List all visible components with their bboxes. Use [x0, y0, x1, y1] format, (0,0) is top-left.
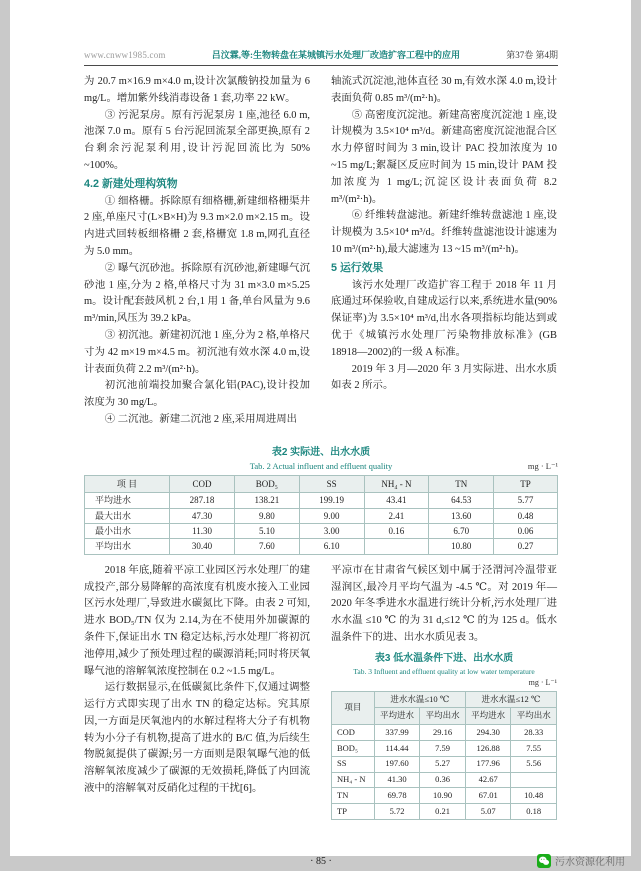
table-cell: 67.01 [465, 788, 511, 804]
table-cell: 114.44 [374, 741, 420, 757]
row-label-cell: TP [332, 804, 375, 820]
table-row [85, 539, 558, 554]
row-label-cell: 最大出水 [85, 508, 170, 523]
wechat-footer [537, 853, 625, 868]
table-cell: 0.21 [420, 804, 466, 820]
table-cell: 64.53 [429, 493, 494, 508]
row-label-cell: SS [332, 756, 375, 772]
paragraph: ⑤ 高密度沉淀池。新建高密度沉淀池 1 座,设计规模为 3.5×10⁴ m³/d。新建高密度沉淀池混合区水力停留时间为 3 min,设计 PAC 投加浓度为 10 ~15 mg/L;絮凝区反应时间为 15 min,设计 PAM 投加浓度为 1 mg/L;沉淀区设计表面负荷 8.2 m³/(m²·h)。 [331, 109, 557, 205]
table-header-cell: 平均进水 [374, 708, 420, 725]
table-cell: 294.30 [465, 725, 511, 741]
table-header-cell: 项 目 [85, 476, 170, 493]
right-column-top [331, 74, 557, 442]
table3-unit: mg · L⁻¹ [528, 677, 557, 687]
table-header-cell: TP [494, 476, 558, 493]
table-cell: 5.72 [374, 804, 420, 820]
table-row [332, 804, 557, 820]
paragraph: 为 20.7 m×16.9 m×4.0 m,设计次氯酸钠投加量为 6 mg/L。增加紫外线消毒设备 1 套,功率 22 kW。 [84, 76, 310, 104]
table-cell: 7.60 [234, 539, 299, 554]
table2-header-row [85, 476, 558, 493]
table-cell [364, 539, 429, 554]
table-cell: 5.56 [511, 756, 557, 772]
table-cell: 10.90 [420, 788, 466, 804]
table-cell: 10.48 [511, 788, 557, 804]
table-cell [511, 772, 557, 788]
table-cell: 0.27 [494, 539, 558, 554]
table-cell: 9.80 [234, 508, 299, 523]
running-title: 吕汶霖,等:生物转盘在某城镇污水处理厂改造扩容工程中的应用 [211, 50, 461, 60]
wechat-icon [537, 854, 551, 868]
paragraph: 轴流式沉淀池,池体直径 30 m,有效水深 4.0 m,设计表面负荷 0.85 m³/(m²·h)。 [331, 76, 557, 104]
table-cell: 30.40 [170, 539, 235, 554]
journal-website: www.cnww1985.com [84, 50, 166, 60]
table-row [85, 524, 558, 539]
table-cell: 5.07 [465, 804, 511, 820]
upper-text-columns [84, 74, 558, 442]
table-row [332, 788, 557, 804]
paragraph: ① 细格栅。拆除原有细格栅,新建细格栅渠井 2 座,单座尺寸(L×B×H)为 9.3 m×2.0 m×2.15 m。设内进式回转板细格栅 2 套,格栅宽 1.8 m,网孔直径为 5.0 mm。 [84, 195, 310, 257]
table2-title-en-row [84, 460, 558, 472]
table-cell: 7.55 [511, 741, 557, 757]
wechat-label: 污水资源化利用 [555, 857, 625, 868]
table-cell: 41.30 [374, 772, 420, 788]
paragraph: ② 曝气沉砂池。拆除原有沉砂池,新建曝气沉砂池 1 座,分为 2 格,单格尺寸为 31 m×3.0 m×5.25 m。设计配套鼓风机 2 台,1 用 1 备,单台风量为 9.6 m³/min,风压为 39.2 kPa。 [84, 262, 310, 325]
table-cell: 42.67 [465, 772, 511, 788]
table-row [332, 772, 557, 788]
table-cell: 199.19 [299, 493, 364, 508]
table-cell: 6.70 [429, 524, 494, 539]
table3-header-row-1 [332, 691, 557, 708]
table2 [84, 475, 558, 555]
left-column-bottom [84, 563, 310, 851]
table-cell: 5.77 [494, 493, 558, 508]
paragraph: 2019 年 3 月—2020 年 3 月实际进、出水水质如表 2 所示。 [331, 363, 557, 392]
row-label-cell: COD [332, 725, 375, 741]
table-cell: 0.16 [364, 524, 429, 539]
table-cell: 47.30 [170, 508, 235, 523]
table-cell: 11.30 [170, 524, 235, 539]
table-cell: 0.36 [420, 772, 466, 788]
table-cell: 9.00 [299, 508, 364, 523]
table-row [332, 741, 557, 757]
table-cell: 43.41 [364, 493, 429, 508]
page-number: · 85 · [310, 855, 332, 867]
table-header-cell: NH₄ - N [364, 476, 429, 493]
table-header-cell: 平均进水 [465, 708, 511, 725]
table-cell: 69.78 [374, 788, 420, 804]
paragraph: 2018 年底,随着平凉工业园区污水处理厂的建成投产,部分易降解的高浓度有机废水接入工业园区污水处理厂,导致进水碳氮比下降。由表 2 可知,进水 BOD₅/TN 仅为 2.14,为在不使用外加碳源的条件下,保证出水 TN 稳定达标,污水处理厂将初沉池停用,减少了预处理过程的碳源消耗;同时将厌氧曝气池的溶解氧浓度控制在 0.2 ~1.5 mg/L。 [84, 564, 310, 677]
table-cell: 29.16 [420, 725, 466, 741]
table-cell: 0.48 [494, 508, 558, 523]
row-label-cell: TN [332, 788, 375, 804]
row-label-cell: 平均出水 [85, 539, 170, 554]
paragraph: ⑥ 纤维转盘滤池。新建纤维转盘滤池 1 座,设计规模为 3.5×10⁴ m³/d。纤维转盘滤池设计滤速为 10 m³/(m²·h),最大滤速为 13 ~15 m³/(m²·h)。 [331, 210, 557, 255]
table-cell: 126.88 [465, 741, 511, 757]
row-label-cell: BOD₅ [332, 741, 375, 757]
table-cell: 5.27 [420, 756, 466, 772]
table-header-cell: BOD₅ [234, 476, 299, 493]
table3-title-zh: 表3 低水温条件下进、出水水质 [374, 652, 514, 664]
right-bottom-paragraphs [331, 563, 557, 647]
table-cell: 13.60 [429, 508, 494, 523]
table3-title-en: Tab. 3 Influent and effluent quality at low water temperature [353, 666, 535, 676]
section-heading: 5 运行效果 [331, 261, 384, 274]
table-row [332, 756, 557, 772]
table-cell: 6.10 [299, 539, 364, 554]
table-cell: 337.99 [374, 725, 420, 741]
paragraph: 平凉市在甘肃省气候区划中属于泾渭河冷温带亚湿润区,最冷月平均气温为 -4.5 ℃。对 2019 年—2020 年冬季进水水温进行统计分析,污水处理厂进水水温 ≤10 ℃ 的为 31 d,≤12 ℃ 的为 125 d。低水温条件下的进、出水水质见表 3。 [331, 564, 557, 643]
table-cell: 2.41 [364, 508, 429, 523]
table-header-cell: SS [299, 476, 364, 493]
lower-text-columns [84, 563, 558, 851]
table-cell: 138.21 [234, 493, 299, 508]
paragraph: 运行数据显示,在低碳氮比条件下,仅通过调整运行方式即实现了出水 TN 的稳定达标。究其原因,一方面是厌氧池内的水解过程将大分子有机物转为小分子有机物,提高了进水的 B/C 值,为后续生物脱氮提供了碳源;另一方面则是限氧曝气池的低溶解氧浓度减少了碳源的无效损耗,降低了内回流液中的溶解氧对反硝化过程的干扰[6]。 [84, 682, 310, 795]
table-cell: 0.18 [511, 804, 557, 820]
table-cell: 3.00 [299, 524, 364, 539]
page-header [84, 48, 558, 61]
table-header-cell: 进水水温≤10 ℃ [374, 691, 465, 708]
header-divider [84, 65, 558, 66]
table-cell: 177.96 [465, 756, 511, 772]
table-cell: 10.80 [429, 539, 494, 554]
table-cell: 5.10 [234, 524, 299, 539]
table-row [332, 725, 557, 741]
table-header-cell: 进水水温≤12 ℃ [465, 691, 556, 708]
paragraph: 该污水处理厂改造扩容工程于 2018 年 11 月底通过环保验收,自建成运行以来,系统进水量(90%保证率)为 3.5×10⁴ m³/d,出水各项指标均能达到或优于《城镇污水处理厂污染物排放标准》(GB 18918—2002)的一级 A 标准。 [331, 279, 557, 358]
table2-title-en: Tab. 2 Actual influent and effluent quality [249, 461, 393, 471]
row-label-cell: NH₄ - N [332, 772, 375, 788]
table-header-cell: 项目 [332, 691, 375, 725]
issue-info: 第37卷 第4期 [506, 50, 558, 60]
table3-block [331, 652, 557, 820]
table-cell: 287.18 [170, 493, 235, 508]
left-column-top [84, 74, 310, 442]
table2-block [84, 446, 558, 555]
table2-unit: mg · L⁻¹ [527, 461, 558, 471]
row-label-cell: 最小出水 [85, 524, 170, 539]
paragraph: ③ 初沉池。新建初沉池 1 座,分为 2 格,单格尺寸为 42 m×19 m×4.5 m。初沉池有效水深 4.0 m,设计表面负荷 2.2 m³/(m²·h)。 [84, 329, 311, 375]
table2-title-zh: 表2 实际进、出水水质 [271, 447, 371, 458]
table3 [331, 691, 557, 820]
table-row [85, 493, 558, 508]
table-header-cell: 平均出水 [420, 708, 466, 725]
table-cell: 7.59 [420, 741, 466, 757]
row-label-cell: 平均进水 [85, 493, 170, 508]
table-header-cell: COD [170, 476, 235, 493]
table-cell: 0.06 [494, 524, 558, 539]
paragraph: 初沉池前端投加聚合氯化铝(PAC),设计投加浓度为 30 mg/L。 [84, 380, 310, 409]
table-cell: 28.33 [511, 725, 557, 741]
table-header-cell: TN [429, 476, 494, 493]
right-column-bottom [331, 563, 557, 851]
paragraph: ③ 污泥泵房。原有污泥泵房 1 座,池径 6.0 m,池深 7.0 m。原有 5 台污泥回流泵全部更换,原有 2 台剩余污泥泵利用,设计污泥回流比为 50% ~100%。 [84, 109, 310, 171]
paragraph: ④ 二沉池。新建二沉池 2 座,采用周进周出 [104, 413, 298, 425]
table-cell: 197.60 [374, 756, 420, 772]
table-row [85, 508, 558, 523]
section-heading: 4.2 新建处理构筑物 [84, 177, 178, 190]
table-header-cell: 平均出水 [511, 708, 557, 725]
